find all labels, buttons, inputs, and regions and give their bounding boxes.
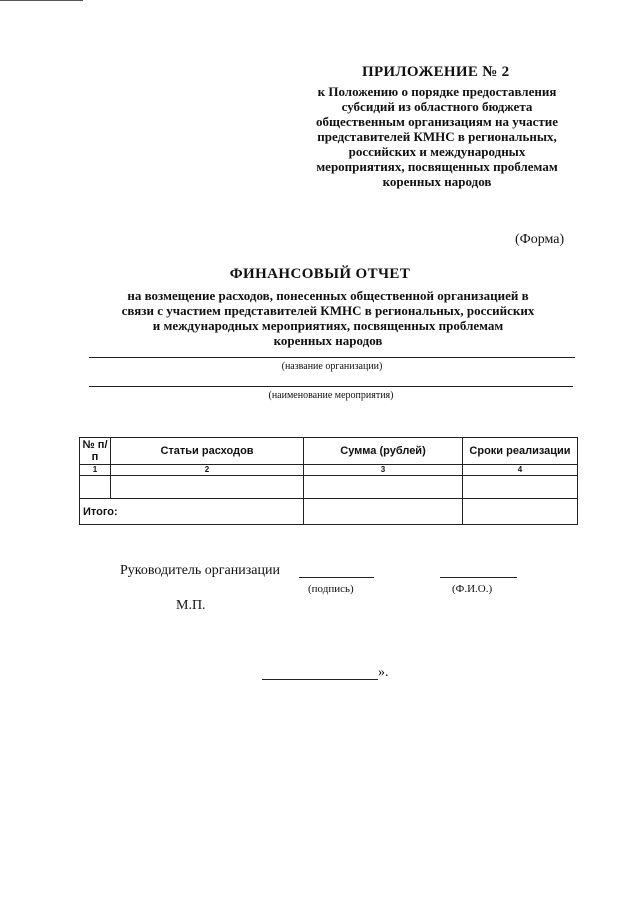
org-name-field[interactable] [89,357,575,358]
table-cell[interactable] [111,476,304,499]
fio-hint: (Ф.И.О.) [452,583,493,595]
expenses-table [79,437,578,525]
report-subtitle-line: и международных мероприятиях, посвященных проблемам [152,318,504,333]
closing-quote: ». [378,665,389,680]
appendix-line: к Положению о порядке предоставления [317,84,557,99]
fio-line[interactable] [440,577,517,578]
appendix-line: мероприятиях, посвященных проблемам [316,159,558,174]
table-header-row [80,438,578,465]
appendix-line: российских и международных [348,144,526,159]
index-cell: 1 [80,465,111,476]
header-amount: Сумма (рублей) [304,438,463,465]
index-cell: 4 [463,465,578,476]
table-index-row [80,465,578,476]
form-label: (Форма) [515,232,565,247]
report-subtitle-line: на возмещение расходов, понесенных общественной организацией в [127,288,529,303]
index-cell: 2 [111,465,304,476]
total-terms-cell[interactable] [463,499,578,525]
table-row [80,476,578,499]
appendix-subtitle [290,84,584,189]
signature-line[interactable] [299,577,374,578]
top-edge-rule [0,0,83,1]
org-name-hint: (название организации) [281,361,383,372]
table-cell[interactable] [463,476,578,499]
total-label: Итого: [80,499,304,525]
appendix-title: ПРИЛОЖЕНИЕ № 2 [362,64,510,80]
report-subtitle-line: коренных народов [273,333,383,348]
appendix-line: субсидий из областного бюджета [341,99,533,114]
stamp-label: М.П. [176,598,206,613]
table-total-row [80,499,578,525]
index-cell: 3 [304,465,463,476]
header-expense-items: Статьи расходов [111,438,304,465]
appendix-line: коренных народов [382,174,492,189]
appendix-line: общественным организациям на участие [315,114,559,129]
date-line[interactable] [262,679,378,680]
report-title: ФИНАНСОВЫЙ ОТЧЕТ [229,266,411,282]
total-amount-cell[interactable] [304,499,463,525]
table-cell[interactable] [304,476,463,499]
table-cell[interactable] [80,476,111,499]
appendix-line: представителей КМНС в региональных, [317,129,557,144]
event-name-field[interactable] [89,386,573,387]
header-terms: Сроки реализации [463,438,578,465]
signature-hint: (подпись) [308,583,354,595]
report-subtitle-line: связи с участием представителей КМНС в региональных, российских [121,303,535,318]
head-of-organization-label: Руководитель организации [120,563,280,578]
header-number: № п/п [80,438,111,465]
event-name-hint: (наименование мероприятия) [268,390,394,401]
report-subtitle [80,288,576,348]
